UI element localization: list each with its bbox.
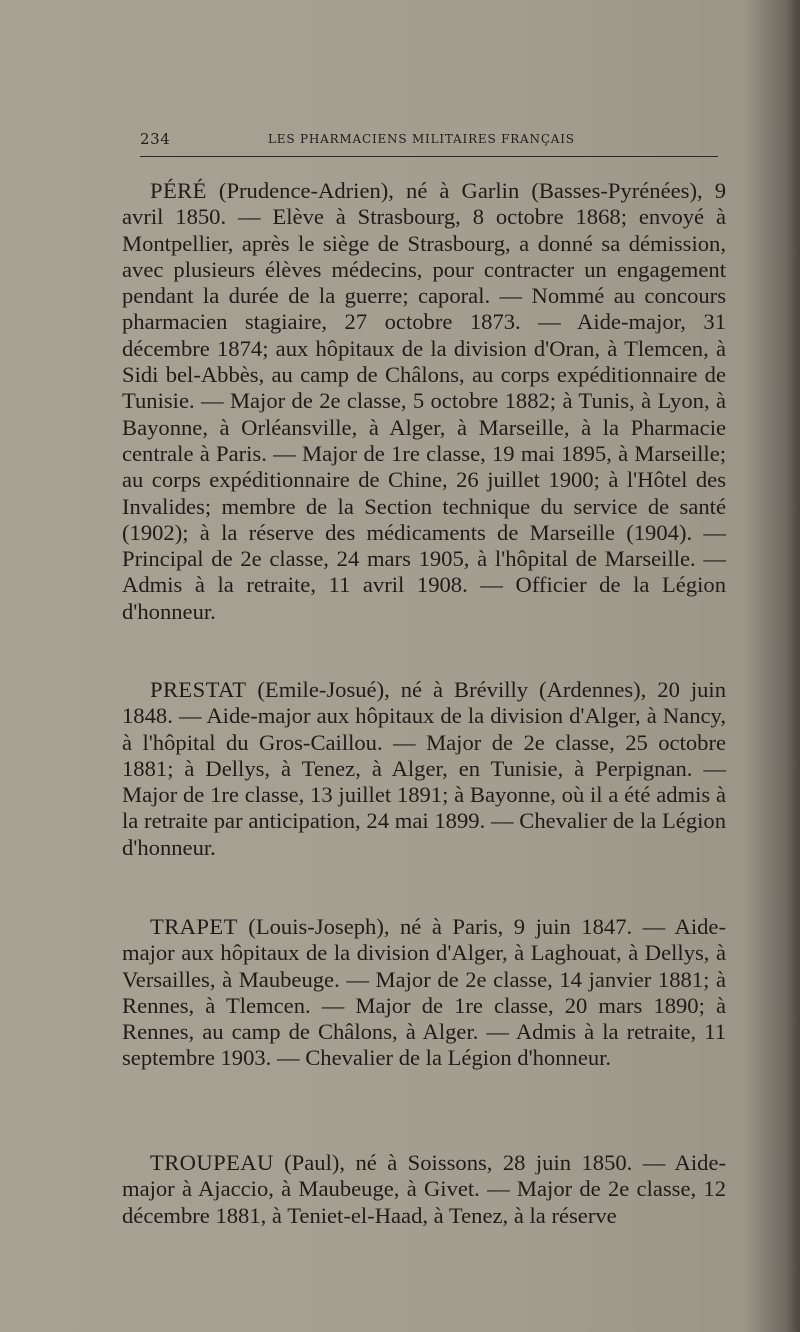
entry-text: (Paul), né à Soissons, 28 juin 1850. — Aide-major à Ajaccio, à Maubeuge, à Givet. — Major de 2e classe, 12 décembre 1881, à Teniet-el-Haad, à Tenez, à la réserve [122,1150,726,1228]
biography-entry-trapet [122,914,726,1072]
entry-name: TRAPET [150,914,238,939]
entry-text: (Louis-Joseph), né à Paris, 9 juin 1847. — Aide-major aux hôpitaux de la division d'Alger, à Laghouat, à Dellys, à Versailles, à Maubeuge. — Major de 2e classe, 14 janvier 1881; à Rennes, à Tlemcen. — Major de 1re classe, 20 mars 1890; à Rennes, au camp de Châlons, à Alger. — Admis à la retraite, 11 septembre 1903. — Chevalier de la Légion d'honneur. [122,914,726,1071]
header-rule [140,156,718,157]
entry-text: (Emile-Josué), né à Brévilly (Ardennes), 20 juin 1848. — Aide-major aux hôpitaux de la division d'Alger, à Nancy, à l'hôpital du Gros-Caillou. — Major de 2e classe, 25 octobre 1881; à Dellys, à Tenez, à Alger, en Tunisie, à Perpignan. — Major de 1re classe, 13 juillet 1891; à Bayonne, où il a été admis à la retraite par anticipation, 24 mai 1899. — Chevalier de la Légion d'honneur. [122,677,726,860]
page-number: 234 [140,130,171,148]
entry-name: TROUPEAU [150,1150,274,1175]
entry-text: (Prudence-Adrien), né à Garlin (Basses-Pyrénées), 9 avril 1850. — Elève à Strasbourg, 8 octobre 1868; envoyé à Montpellier, après le siège de Strasbourg, a donné sa démission, avec plusieurs élèves médecins, pour contracter un engagement pendant la durée de la guerre; caporal. — Nommé au concours pharmacien stagiaire, 27 octobre 1873. — Aide-major, 31 décembre 1874; aux hôpitaux de la division d'Oran, à Tlemcen, à Sidi bel-Abbès, au camp de Châlons, au corps expéditionnaire de Tunisie. — Major de 2e classe, 5 octobre 1882; à Tunis, à Lyon, à Bayonne, à Orléansville, à Alger, à Marseille, à la Pharmacie centrale à Paris. — Major de 1re classe, 19 mai 1895, à Marseille; au corps expéditionnaire de Chine, 26 juillet 1900; à l'Hôtel des Invalides; membre de la Section technique du service de santé (1902); à la réserve des médicaments de Marseille (1904). — Principal de 2e classe, 24 mars 1905, à l'hôpital de Marseille. — Admis à la retraite, 11 avril 1908. — Officier de la Légion d'honneur. [122,178,726,624]
entry-name: PRESTAT [150,677,247,702]
entry-name: PÉRÉ [150,178,207,203]
biography-entry-pere [122,178,726,625]
biography-entry-prestat [122,677,726,861]
page-header [140,130,720,150]
running-title: LES PHARMACIENS MILITAIRES FRANÇAIS [268,132,575,146]
biography-entry-troupeau [122,1150,726,1229]
page-edge-shadow [786,0,800,1332]
